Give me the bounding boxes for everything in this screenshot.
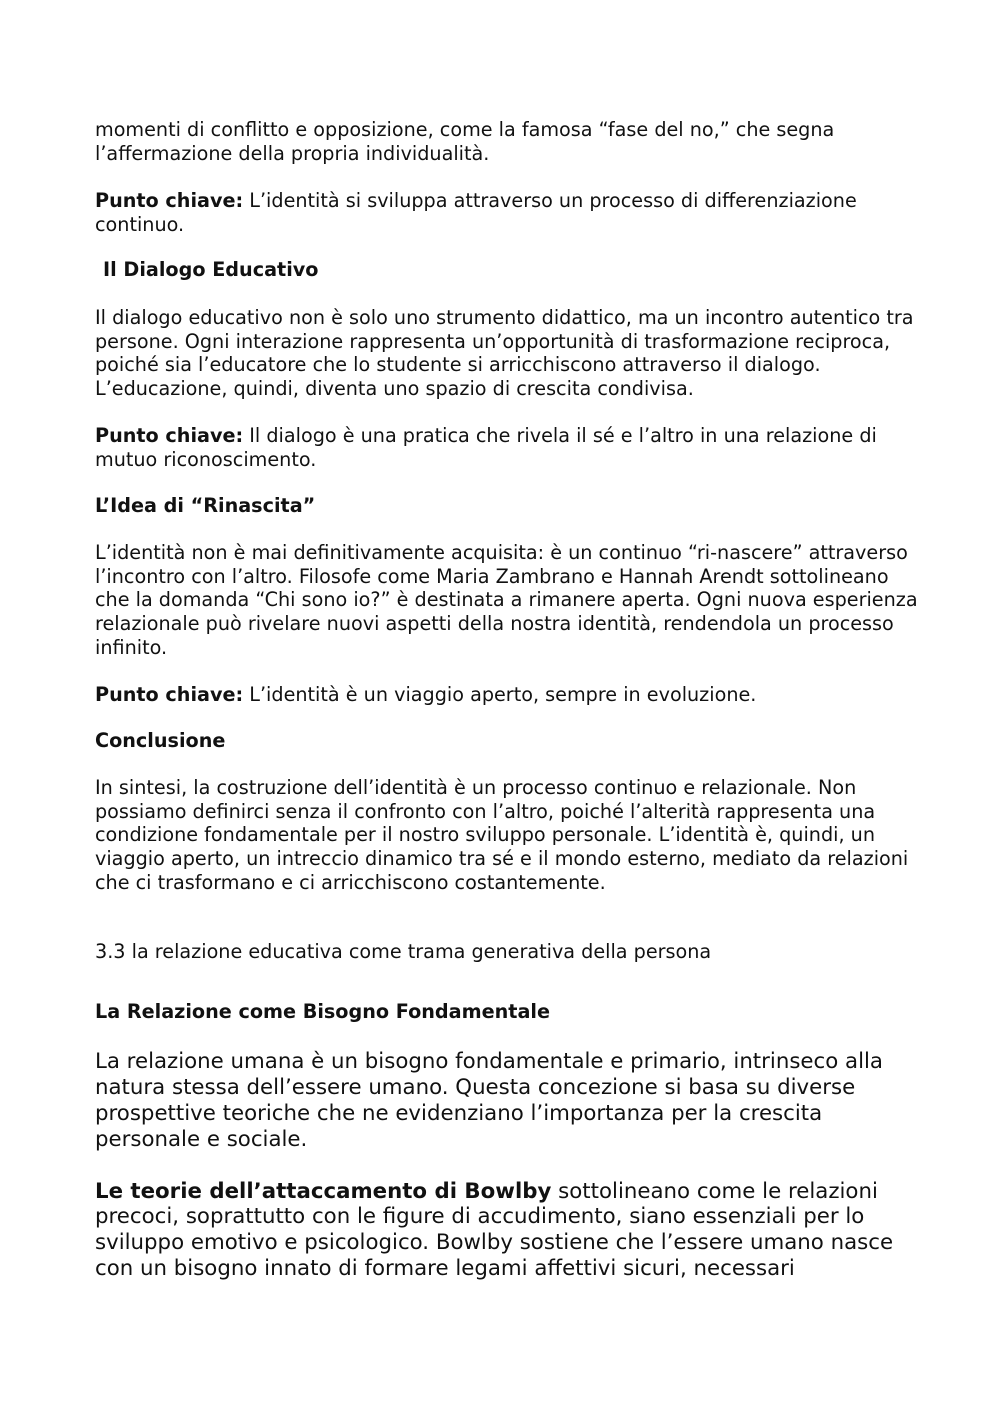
- key-point-text: L’identità si sviluppa attraverso un processo di differenziazione continuo.: [95, 189, 857, 236]
- paragraph-rinascita: L’identità non è mai definitivamente acquisita: è un continuo “ri-nascere” attraverso l’incontro con l’altro. Filosofe come Maria Zambrano e Hannah Arendt sottolineano che la domanda “Chi sono io?” è destinata a rimanere aperta. Ogni nuova esperienza relazionale può rivelare nuovi aspetti della nostra identità, rendendola un processo infinito.: [95, 541, 918, 659]
- bowlby-label: Le teorie dell’attaccamento di Bowlby: [95, 1178, 552, 1204]
- paragraph-fase-del-no: momenti di conflitto e opposizione, come la famosa “fase del no,” che segna l’affermazione della propria individualità.: [95, 118, 835, 165]
- key-point-differenziazione: [95, 189, 925, 236]
- bowlby-text: sottolineano come le relazioni precoci, soprattutto con le figure di accudimento, siano essenziali per lo sviluppo emotivo e psicologico. Bowlby sostiene che l’essere umano nasce con un bisogno innato di formare legami affettivi sicuri, necessari: [95, 1178, 894, 1282]
- heading-relazione-bisogno: La Relazione come Bisogno Fondamentale: [95, 999, 550, 1023]
- paragraph-dialogo-educativo: Il dialogo educativo non è solo uno strumento didattico, ma un incontro autentico tra persone. Ogni interazione rappresenta un’opportunità di trasformazione reciproca, poiché sia l’educatore che lo studente si arricchiscono attraverso il dialogo. L’educazione, quindi, diventa uno spazio di crescita condivisa.: [95, 305, 914, 400]
- heading-conclusione: Conclusione: [95, 728, 226, 752]
- key-point-label: Punto chiave:: [95, 424, 244, 448]
- section-title-3-3: 3.3 la relazione educativa come trama generativa della persona: [95, 940, 712, 964]
- paragraph-conclusione: In sintesi, la costruzione dell’identità è un processo continuo e relazionale. Non possiamo definirci senza il confronto con l’altro, poiché l’alterità rappresenta una condizione fondamentale per il nostro sviluppo personale. L’identità è, quindi, un viaggio aperto, un intreccio dinamico tra sé e il mondo esterno, mediato da relazioni che ci trasformano e ci arricchiscono costantemente.: [95, 776, 909, 894]
- paragraph-relazione-umana: La relazione umana è un bisogno fondamentale e primario, intrinseco alla natura stessa dell’essere umano. Questa concezione si basa su diverse prospettive teoriche che ne evidenziano l’importanza per la crescita personale e sociale.: [95, 1049, 883, 1152]
- key-point-dialogo: [95, 424, 925, 471]
- paragraph-bowlby: [95, 1179, 925, 1282]
- key-point-viaggio-aperto: [95, 683, 925, 707]
- heading-idea-di-rinascita: L’Idea di “Rinascita”: [95, 493, 316, 517]
- heading-dialogo-educativo: Il Dialogo Educativo: [103, 258, 319, 282]
- key-point-label: Punto chiave:: [95, 189, 244, 213]
- document-page: [95, 118, 925, 1282]
- key-point-label: Punto chiave:: [95, 683, 244, 707]
- key-point-text: L’identità è un viaggio aperto, sempre in evoluzione.: [243, 683, 757, 707]
- key-point-text: Il dialogo è una pratica che rivela il sé e l’altro in una relazione di mutuo riconoscimento.: [95, 424, 877, 471]
